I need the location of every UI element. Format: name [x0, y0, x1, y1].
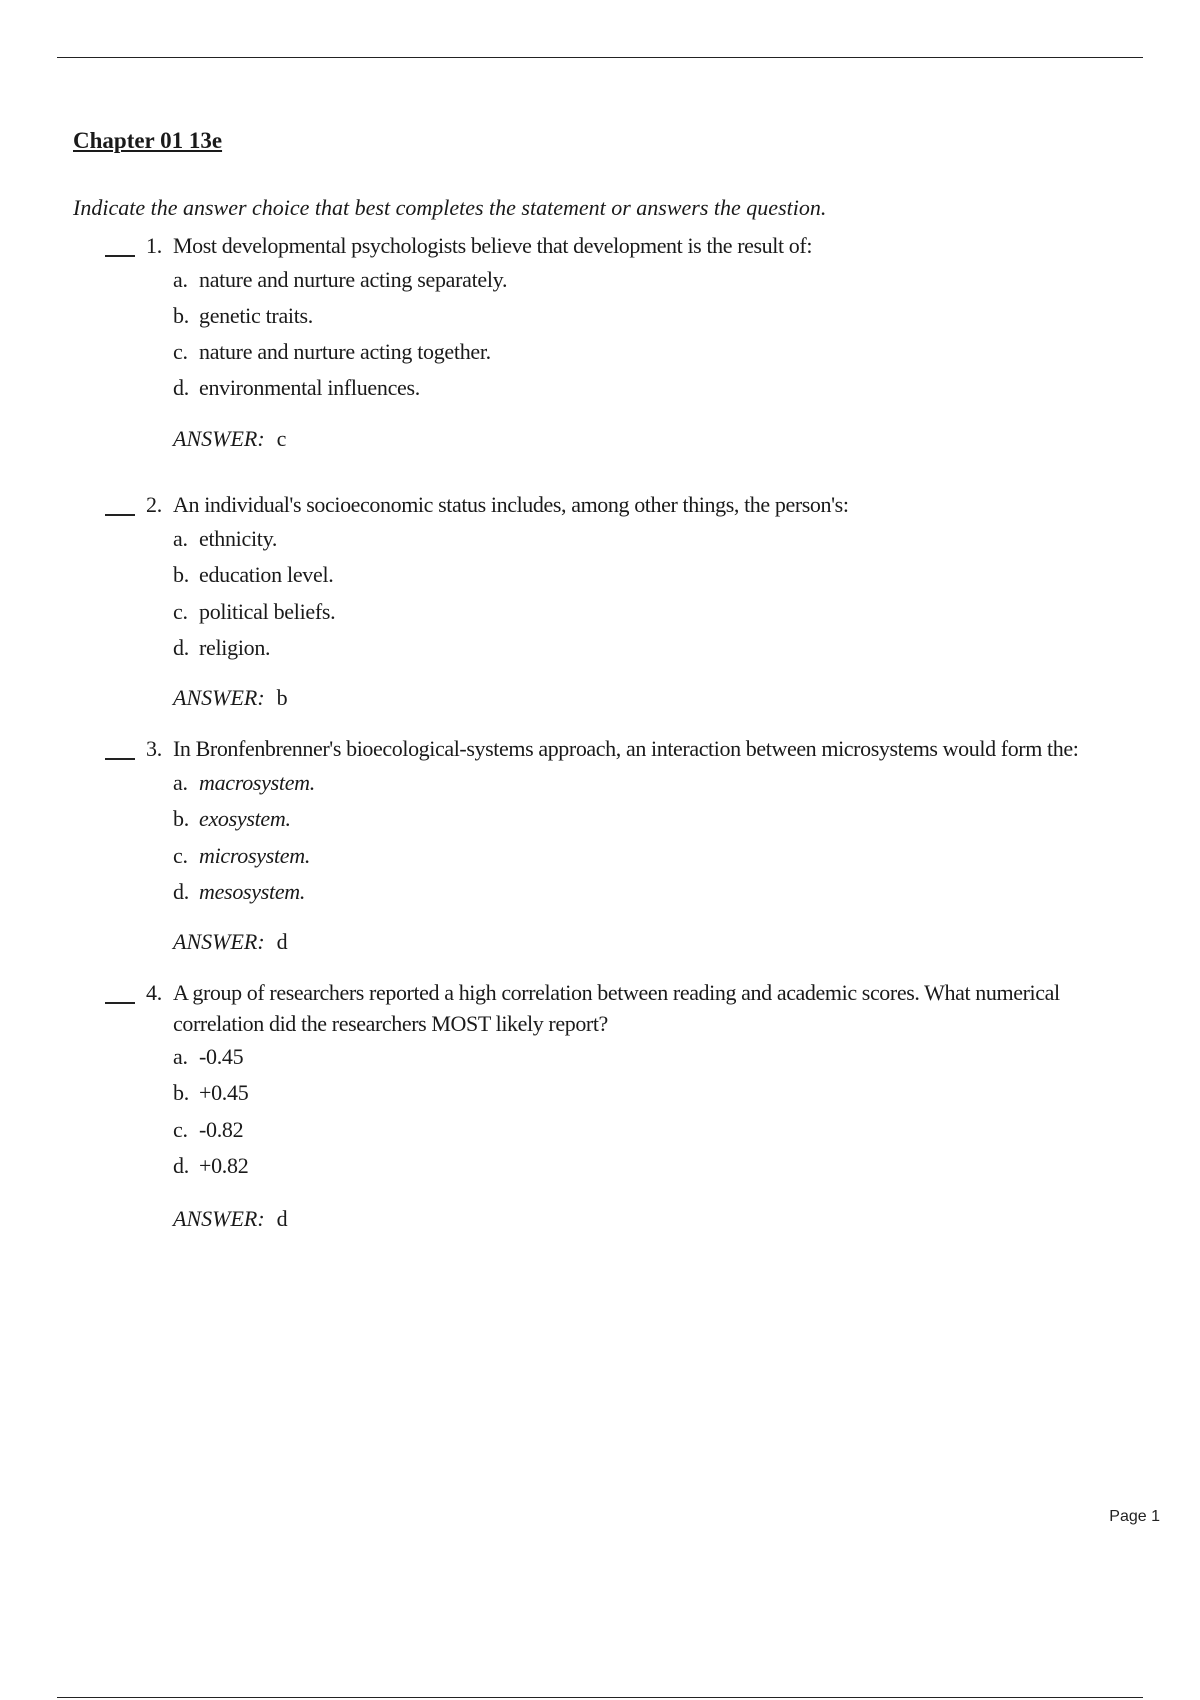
choice-text: mesosystem.	[199, 879, 306, 904]
choice-b	[173, 1080, 248, 1106]
choice-letter: a.	[173, 267, 188, 292]
instructions: Indicate the answer choice that best completes the statement or answers the question.	[73, 195, 827, 220]
answer-line	[173, 685, 288, 711]
answer-value: d	[276, 1206, 288, 1231]
choice-letter: d.	[173, 635, 189, 660]
choice-letter: c.	[173, 1117, 188, 1142]
choice-letter: c.	[173, 843, 188, 868]
answer-label: ANSWER:	[173, 929, 265, 954]
answer-blank[interactable]	[105, 514, 135, 516]
choice-text: religion.	[199, 635, 271, 660]
question-stem: Most developmental psychologists believe that development is the result of:	[173, 233, 813, 258]
answer-value: b	[276, 685, 288, 710]
choice-text: -0.45	[199, 1044, 244, 1069]
question-number: 3.	[146, 736, 162, 761]
answer-label: ANSWER:	[173, 685, 265, 710]
choice-c	[173, 843, 310, 869]
answer-line	[173, 1206, 288, 1232]
choice-letter: d.	[173, 1153, 189, 1178]
top-rule	[57, 57, 1143, 58]
choice-text: education level.	[199, 562, 334, 587]
question-number: 1.	[146, 233, 162, 258]
choice-a	[173, 267, 507, 293]
choice-b	[173, 806, 291, 832]
answer-label: ANSWER:	[173, 1206, 265, 1231]
choice-letter: d.	[173, 879, 189, 904]
choice-text: exosystem.	[199, 806, 291, 831]
choice-b	[173, 303, 313, 329]
answer-value: d	[276, 929, 288, 954]
answer-line	[173, 426, 286, 452]
choice-text: -0.82	[199, 1117, 244, 1142]
choice-letter: b.	[173, 562, 189, 587]
choice-a	[173, 1044, 243, 1070]
page-title: Chapter 01 13e	[73, 128, 223, 153]
choice-a	[173, 526, 277, 552]
choice-d	[173, 375, 420, 401]
choice-letter: a.	[173, 526, 188, 551]
choice-c	[173, 1117, 243, 1143]
answer-label: ANSWER:	[173, 426, 265, 451]
choice-text: political beliefs.	[199, 599, 336, 624]
question-stem: An individual's socioeconomic status includes, among other things, the person's:	[173, 492, 849, 517]
answer-blank[interactable]	[105, 1002, 135, 1004]
bottom-rule	[57, 1697, 1143, 1698]
answer-blank[interactable]	[105, 255, 135, 257]
choice-d	[173, 635, 270, 661]
choice-text: +0.45	[199, 1080, 249, 1105]
choice-letter: b.	[173, 806, 189, 831]
choice-b	[173, 562, 333, 588]
choice-c	[173, 599, 335, 625]
choice-text: nature and nurture acting together.	[199, 339, 491, 364]
choice-text: environmental influences.	[199, 375, 420, 400]
choice-letter: b.	[173, 1080, 189, 1105]
question-stem: In Bronfenbrenner's bioecological-systems approach, an interaction between microsystems would form the:	[173, 736, 1079, 761]
choice-a	[173, 770, 315, 796]
choice-letter: c.	[173, 599, 188, 624]
answer-blank[interactable]	[105, 758, 135, 760]
choice-letter: a.	[173, 1044, 188, 1069]
choice-letter: b.	[173, 303, 189, 328]
answer-line	[173, 929, 288, 955]
choice-text: +0.82	[199, 1153, 249, 1178]
choice-letter: a.	[173, 770, 188, 795]
choice-d	[173, 879, 305, 905]
answer-value: c	[276, 426, 287, 451]
page-number: Page 1	[1109, 1508, 1160, 1525]
choice-text: microsystem.	[199, 843, 311, 868]
question-number: 4.	[146, 980, 162, 1005]
choice-d	[173, 1153, 248, 1179]
question-stem: A group of researchers reported a high correlation between reading and academic scores. What numerical correlation did the researchers MOST likely report?	[173, 980, 1060, 1036]
choice-letter: d.	[173, 375, 189, 400]
choice-text: macrosystem.	[199, 770, 315, 795]
choice-letter: c.	[173, 339, 188, 364]
choice-text: ethnicity.	[199, 526, 278, 551]
question-number: 2.	[146, 492, 162, 517]
choice-text: genetic traits.	[199, 303, 314, 328]
choice-c	[173, 339, 491, 365]
choice-text: nature and nurture acting separately.	[199, 267, 508, 292]
